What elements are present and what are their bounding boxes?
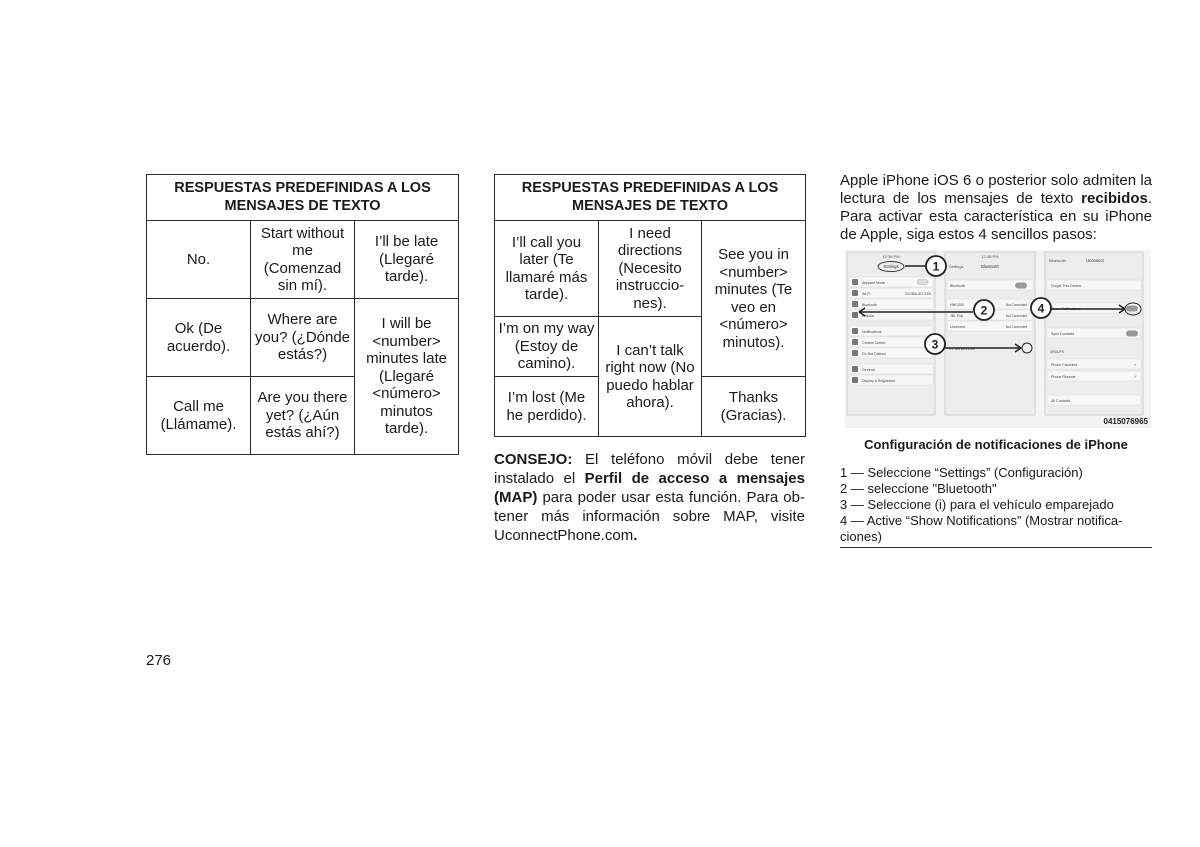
table-cell: I’m lost (Me he perdido). [495,377,599,437]
figure-caption: Configuración de notificaciones de iPhone [864,437,1128,452]
uconnect-item-label: Phone Favorites [1051,363,1078,367]
settings-item-label: General [862,368,875,372]
list-item: 3 — Seleccione (i) para el vehículo emparejado [840,497,1114,512]
table-cell: I need directions (Necesito instruccio-nes). [599,221,702,317]
table-cell: Thanks (Gracias). [702,377,806,437]
table-cell: I will be <number> minutes late (Llegaré <número> minutos tarde). [355,299,459,455]
table-cell: Are you there yet? (¿Aún estás ahí?) [251,377,355,455]
back-link: Settings [949,264,964,269]
settings-item-label: Wi-Fi [862,292,871,296]
list-item: 2 — seleccione "Bluetooth" [840,481,997,496]
intro-text: . Para activar esta característica en su iPhone de Apple, siga estos 4 sencillos pasos: [840,190,1152,243]
status-time: 12:38 PM [981,254,999,259]
table-cell: Ok (De acuerdo). [147,299,251,377]
check-icon: ✓ [1133,374,1137,379]
table-cell: See you in <number> minutes (Te veo en <número> minutos). [702,221,806,377]
panel-title: Bluetooth [981,264,999,269]
check-icon: ✓ [1133,362,1137,367]
settings-item-label: Cellular [862,314,875,318]
steps-list [840,465,1152,545]
intro-paragraph [840,172,1152,244]
svg-text:4: 4 [1037,301,1045,316]
uconnect-panel [1045,252,1143,415]
intro-text: Apple iPhone iOS 6 o posterior solo admiten la lectura de los mensajes de texto [840,172,1152,207]
settings-item-label: Display & Brightness [862,379,896,383]
table-cell: Call me (Llámame). [147,377,251,455]
table-cell: I can’t talk right now (No puedo hablar ahora). [599,317,702,437]
table-cell: I’m on my way (Estoy de camino). [495,317,599,377]
table-cell: I’ll call you later (Te llamaré más tarde). [495,221,599,317]
callout-4 [1031,298,1051,318]
bluetooth-item-label: Bluetooth [950,284,966,288]
table-header: RESPUESTAS PREDEFINIDAS A LOS MENSAJES DE TEXTO [147,175,459,221]
svg-text:3: 3 [931,337,939,352]
tip-paragraph [494,450,805,545]
page-number: 276 [146,652,172,669]
uconnect-item-label: Show Notifications [1051,307,1081,311]
list-item: 1 — Seleccione “Settings” (Configuración) [840,465,1083,480]
panel-title: Settings [883,264,899,269]
uconnect-item-label: Sync Contacts [1051,332,1075,336]
section-header: OTHER DEVICES [949,347,976,351]
quick-replies-table-1 [146,174,459,455]
bluetooth-item-label: Uconnect [950,325,966,329]
callout-2 [974,300,994,320]
bluetooth-panel [945,252,1035,415]
table-cell: No. [147,221,251,299]
divider [840,547,1152,548]
table-cell: Where are you? (¿Dónde estás?) [251,299,355,377]
panel-title: Uconnect [1086,258,1104,263]
uconnect-item-label: Phone Recents [1051,375,1076,379]
settings-item-label: Notifications [862,330,882,334]
callout-1 [926,256,946,276]
tip-bold: Perfil de acceso a mensajes (MAP) [494,470,805,506]
settings-item-label: Control Center [862,341,886,345]
iphone-settings-figure [845,250,1151,428]
quick-replies-table-2 [494,174,806,437]
status-time: 12:38 PM [882,254,900,259]
section-header: GROUPS [1050,350,1064,354]
uconnect-item-label: Forget This Device [1051,284,1082,288]
settings-item-label: Do Not Disturb [862,352,886,356]
bluetooth-item-label: JBL Flip [950,314,963,318]
table-cell: I’ll be late (Llegaré tarde). [355,221,459,299]
back-link: Bluetooth [1049,258,1066,263]
tip-end: . [633,527,638,544]
wifi-value: GLOBALACCESS [905,292,931,296]
tip-text: El teléfono móvil debe tener instalado el [494,451,805,487]
settings-item-label: Airplane Mode [862,281,886,285]
settings-list [849,277,933,385]
intro-bold: recibidos [1081,190,1148,207]
uconnect-item-label: All Contacts [1051,399,1071,403]
device-status: Not Connected [1005,314,1027,318]
device-status: Not Connected [1005,325,1027,329]
table-header: RESPUESTAS PREDEFINIDAS A LOS MENSAJES DE TEXTO [495,175,806,221]
settings-panel [847,252,935,415]
settings-item-label: Bluetooth [862,303,878,307]
tip-label: CONSEJO: [494,451,573,468]
callout-3 [925,334,945,354]
tip-text: para poder usar esta función. Para ob-tener más información sobre MAP, visite UconnectPhone.com [494,489,805,544]
svg-text:1: 1 [932,259,940,274]
list-item: 4 — Active “Show Notifications” (Mostrar notifica-ciones) [840,513,1123,544]
figure-code: 0415076965 [1103,417,1148,426]
bluetooth-item-label: HW1200 [950,303,964,307]
table-cell: Start without me (Comenzad sin mí). [251,221,355,299]
device-status: Not Connected [1005,303,1027,307]
svg-text:2: 2 [980,303,988,318]
